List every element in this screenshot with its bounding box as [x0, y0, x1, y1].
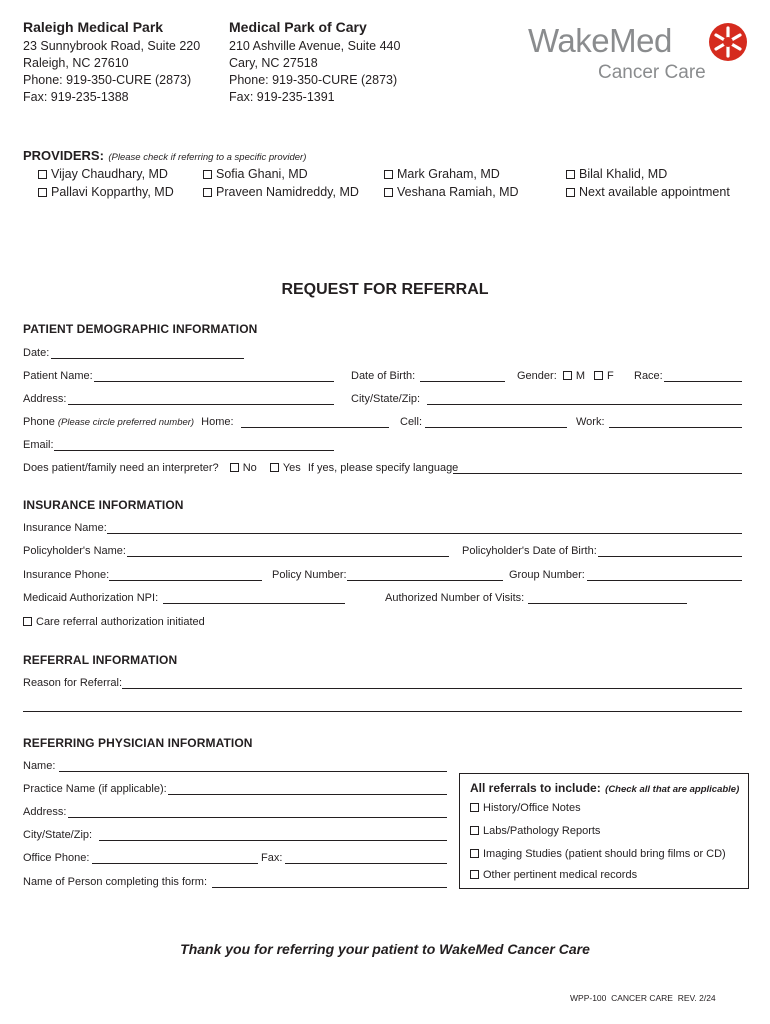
location-address: 23 Sunnybrook Road, Suite 220 [23, 39, 201, 53]
providers-note: (Please check if referring to a specific provider) [108, 152, 307, 163]
medicaid-label: Medicaid Authorization NPI: [23, 592, 159, 604]
gender-f-checkbox[interactable] [594, 371, 603, 380]
group-number-label: Group Number: [509, 569, 585, 581]
email-label: Email: [23, 439, 54, 451]
city-label: City/State/Zip: [351, 393, 421, 405]
physician-city-label: City/State/Zip: [23, 829, 93, 841]
include-option[interactable] [470, 825, 600, 837]
no-label: No [242, 462, 257, 474]
checkbox[interactable] [203, 170, 212, 179]
checkbox[interactable] [38, 170, 47, 179]
phone-note: (Please circle preferred number) [57, 417, 195, 428]
include-option[interactable] [470, 802, 581, 814]
race-field[interactable] [664, 381, 742, 382]
checkbox[interactable] [38, 188, 47, 197]
checkbox[interactable] [384, 188, 393, 197]
patient-name-field[interactable] [94, 381, 334, 382]
checkbox[interactable] [384, 170, 393, 179]
dob-field[interactable] [420, 381, 505, 382]
include-label: History/Office Notes [483, 802, 581, 814]
location-cary [229, 19, 400, 106]
reason-field[interactable] [122, 688, 742, 689]
include-label: Labs/Pathology Reports [483, 825, 601, 837]
physician-address-label: Address: [23, 806, 67, 818]
provider-option[interactable] [203, 167, 308, 181]
city-field[interactable] [427, 404, 742, 405]
location-city: Raleigh, NC 27610 [23, 56, 129, 70]
email-field[interactable] [54, 450, 334, 451]
practice-name-field[interactable] [168, 794, 447, 795]
physician-city-field[interactable] [99, 840, 447, 841]
insurance-phone-field[interactable] [109, 580, 262, 581]
care-authorization-option[interactable] [23, 616, 205, 628]
form-code: WPP-100 CANCER CARE REV. 2/24 [570, 993, 716, 1003]
address-field[interactable] [68, 404, 334, 405]
home-phone-field[interactable] [241, 427, 389, 428]
location-phone: Phone: 919-350-CURE (2873) [23, 73, 192, 87]
provider-name: Mark Graham, MD [397, 167, 500, 181]
location-fax: Fax: 919-235-1388 [23, 90, 129, 104]
provider-option[interactable] [566, 185, 730, 199]
medicaid-field[interactable] [163, 603, 345, 604]
office-phone-label: Office Phone: [23, 852, 90, 864]
gender-text: Gender: [517, 370, 557, 382]
thank-you-note: Thank you for referring your patient to WakeMed Cancer Care [180, 941, 590, 957]
physician-address-field[interactable] [68, 817, 447, 818]
checkbox[interactable] [23, 617, 32, 626]
phone-text: Phone [23, 416, 55, 428]
providers-label: PROVIDERS: [23, 148, 104, 163]
work-phone-field[interactable] [609, 427, 742, 428]
location-fax: Fax: 919-235-1391 [229, 90, 335, 104]
checkbox[interactable] [470, 849, 479, 858]
insurance-name-label: Insurance Name: [23, 522, 107, 534]
visits-label: Authorized Number of Visits: [385, 592, 525, 604]
date-label: Date: [23, 347, 50, 359]
interpreter-question: Does patient/family need an interpreter? [23, 462, 219, 474]
form-title: REQUEST FOR REFERRAL [281, 281, 489, 298]
location-city: Cary, NC 27518 [229, 56, 318, 70]
policyholder-dob-label: Policyholder's Date of Birth: [462, 545, 597, 557]
policy-number-label: Policy Number: [272, 569, 347, 581]
policyholder-name-label: Policyholder's Name: [23, 545, 126, 557]
providers-header [23, 147, 306, 165]
race-label: Race: [634, 370, 663, 382]
gender-m-checkbox[interactable] [563, 371, 572, 380]
provider-name: Pallavi Kopparthy, MD [51, 185, 174, 199]
checkbox[interactable] [203, 188, 212, 197]
checkbox[interactable] [566, 170, 575, 179]
yes-label: Yes [282, 462, 301, 474]
wakemed-logo [528, 22, 758, 92]
provider-name: Veshana Ramiah, MD [397, 185, 519, 199]
address-label: Address: [23, 393, 67, 405]
include-heading: All referrals to include: [470, 781, 601, 795]
visits-field[interactable] [528, 603, 687, 604]
interpreter-row [23, 462, 458, 474]
section-heading-physician: REFERRING PHYSICIAN INFORMATION [23, 736, 253, 750]
include-box [459, 773, 749, 889]
home-label: Home: [201, 416, 234, 428]
office-fax-field[interactable] [285, 863, 447, 864]
practice-name-label: Practice Name (if applicable): [23, 783, 167, 795]
insurance-name-field[interactable] [107, 533, 742, 534]
logo-brand: WakeMed [528, 22, 672, 59]
reason-label: Reason for Referral: [23, 677, 123, 689]
include-label: Imaging Studies (patient should bring films or CD) [483, 848, 726, 860]
provider-option[interactable] [203, 185, 359, 199]
provider-option[interactable] [566, 167, 667, 181]
cell-phone-field[interactable] [425, 427, 567, 428]
reason-field-continued[interactable] [23, 711, 742, 712]
provider-option[interactable] [384, 167, 500, 181]
section-heading-insurance: INSURANCE INFORMATION [23, 498, 184, 512]
language-field[interactable] [453, 473, 742, 474]
checkbox[interactable] [470, 870, 479, 879]
checkbox[interactable] [470, 826, 479, 835]
date-field[interactable] [51, 358, 244, 359]
completing-label: Name of Person completing this form: [23, 876, 208, 888]
phone-label [23, 416, 234, 428]
language-label: If yes, please specify language [307, 462, 459, 474]
checkbox[interactable] [470, 803, 479, 812]
include-label: Other pertinent medical records [483, 869, 638, 881]
section-heading-demographic: PATIENT DEMOGRAPHIC INFORMATION [23, 322, 258, 336]
location-address: 210 Ashville Avenue, Suite 440 [229, 39, 401, 53]
dob-label: Date of Birth: [351, 370, 416, 382]
group-number-field[interactable] [587, 580, 742, 581]
provider-name: Bilal Khalid, MD [579, 167, 668, 181]
provider-name: Next available appointment [579, 185, 730, 199]
policy-number-field[interactable] [347, 580, 503, 581]
location-name: Medical Park of Cary [229, 19, 367, 35]
completing-field[interactable] [212, 887, 447, 888]
logo-mark-icon [708, 22, 748, 62]
provider-name: Sofia Ghani, MD [216, 167, 308, 181]
include-header [470, 779, 739, 797]
interpreter-no-checkbox[interactable] [230, 463, 239, 472]
care-authorization-label: Care referral authorization initiated [36, 616, 205, 628]
location-name: Raleigh Medical Park [23, 19, 164, 35]
physician-name-field[interactable] [59, 771, 447, 772]
include-note: (Check all that are applicable) [605, 784, 740, 795]
checkbox[interactable] [566, 188, 575, 197]
gender-label [517, 370, 614, 382]
provider-option[interactable] [38, 185, 174, 199]
provider-name: Vijay Chaudhary, MD [51, 167, 168, 181]
insurance-phone-label: Insurance Phone: [23, 569, 110, 581]
logo-sub: Cancer Care [598, 62, 706, 83]
include-option[interactable] [470, 869, 637, 881]
gender-m-label: M [575, 370, 585, 382]
physician-name-label: Name: [23, 760, 56, 772]
office-fax-label: Fax: [261, 852, 283, 864]
patient-name-label: Patient Name: [23, 370, 93, 382]
policyholder-name-field[interactable] [127, 556, 449, 557]
provider-name: Praveen Namidreddy, MD [216, 185, 359, 199]
provider-option[interactable] [384, 185, 519, 199]
location-raleigh [23, 19, 200, 106]
provider-option[interactable] [38, 167, 168, 181]
work-label: Work: [576, 416, 605, 428]
section-heading-referral: REFERRAL INFORMATION [23, 653, 178, 667]
interpreter-yes-checkbox[interactable] [270, 463, 279, 472]
cell-label: Cell: [400, 416, 423, 428]
gender-f-label: F [607, 370, 614, 382]
location-phone: Phone: 919-350-CURE (2873) [229, 73, 398, 87]
policyholder-dob-field[interactable] [598, 556, 742, 557]
office-phone-field[interactable] [92, 863, 258, 864]
include-option[interactable] [470, 848, 726, 860]
